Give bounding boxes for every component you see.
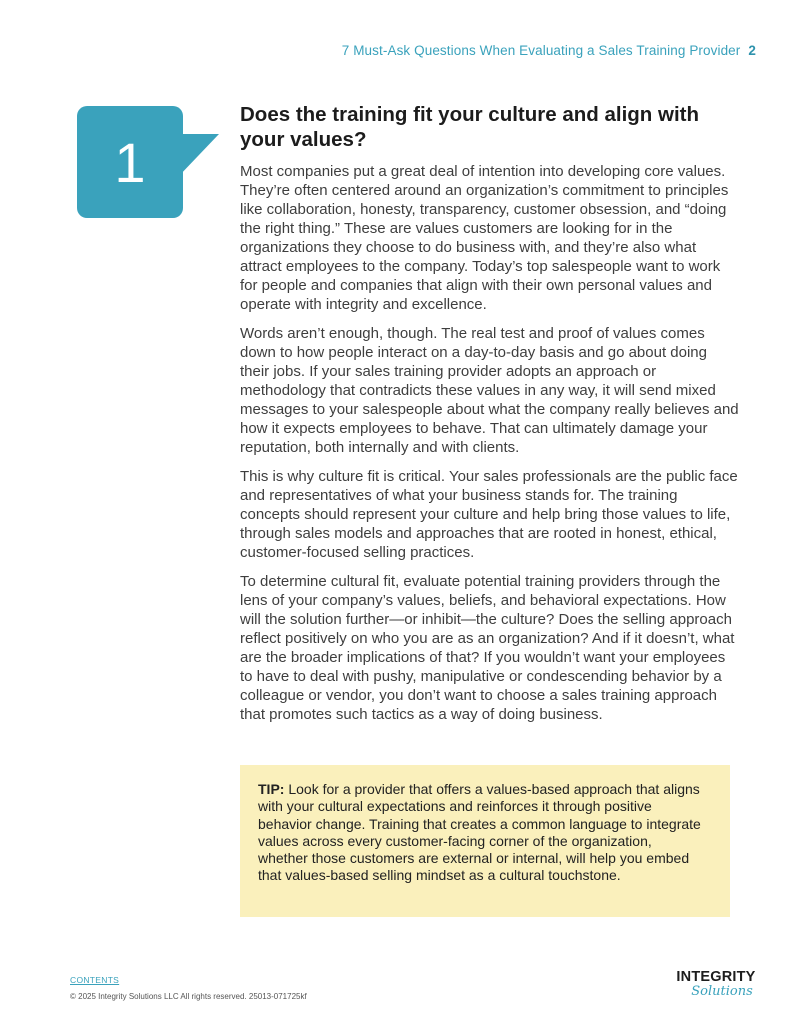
section-number-badge xyxy=(77,106,183,218)
running-header xyxy=(342,43,756,58)
copyright-notice: © 2025 Integrity Solutions LLC All rights reserved. 25013-071725kf xyxy=(70,992,307,1001)
paragraph: Words aren’t enough, though. The real test and proof of values comes down to how people interact on a day-to-day basis and go about doing their jobs. If your sales training provider adopts an approach or methodology that contradicts these values in any way, it will send mixed messages to your salespeople about what the company really believes and how it expects employees to behave. That can ultimately damage your reputation, both internally and with clients. xyxy=(240,325,739,456)
logo-script: Solutions xyxy=(691,984,753,999)
tip-text: Look for a provider that offers a values-based approach that aligns with your cultural expectations and reinforces it through positive behavior change. Training that creates a common language to integrate values across every customer-facing corner of the organization, whether those customers are external or internal, will help you embed that values-based selling mindset as a cultural touchstone. xyxy=(258,781,701,884)
logo-wordmark: INTEGRITY xyxy=(676,969,756,985)
section-heading: Does the training fit your culture and align with your values? xyxy=(240,103,699,151)
paragraph: Most companies put a great deal of intention into developing core values. They’re often centered around an organization’s commitment to principles like collaboration, honesty, transparency, customer obsession, and “doing the right thing.” These are values customers are looking for in the organizations they choose to do business with, and they’re also what attract employees to the company. Today’s top salespeople want to work for people and companies that align with their own personal values and operate with integrity and excellence. xyxy=(240,163,729,313)
section-number: 1 xyxy=(114,130,146,194)
document-title: 7 Must-Ask Questions When Evaluating a Sales Training Provider xyxy=(341,43,741,58)
paragraph: To determine cultural fit, evaluate potential training providers through the lens of your company’s values, beliefs, and behavioral expectations. How will the solution further—or inhibit—the culture? Does the selling approach reflect positively on who you are as an organization? And if it doesn’t, what are the broader implications of that? If you wouldn’t want your employees to have to deal with pushy, manipulative or condescending behavior by a colleague or vendor, you don’t want to choose a sales training approach that promotes such tactics as a way of doing business. xyxy=(240,573,735,723)
contents-link[interactable]: CONTENTS xyxy=(70,975,120,985)
tip-callout xyxy=(240,765,730,917)
paragraph: This is why culture fit is critical. Your sales professionals are the public face and representatives of what your business stands for. The training concepts should represent your culture and help bring those values to life, through sales models and approaches that are rooted in honest, ethical, customer-focused selling practices. xyxy=(240,468,738,561)
main-content xyxy=(240,102,740,734)
tip-label: TIP: xyxy=(258,781,285,797)
page-number: 2 xyxy=(748,43,756,58)
integrity-solutions-logo xyxy=(672,969,762,1005)
